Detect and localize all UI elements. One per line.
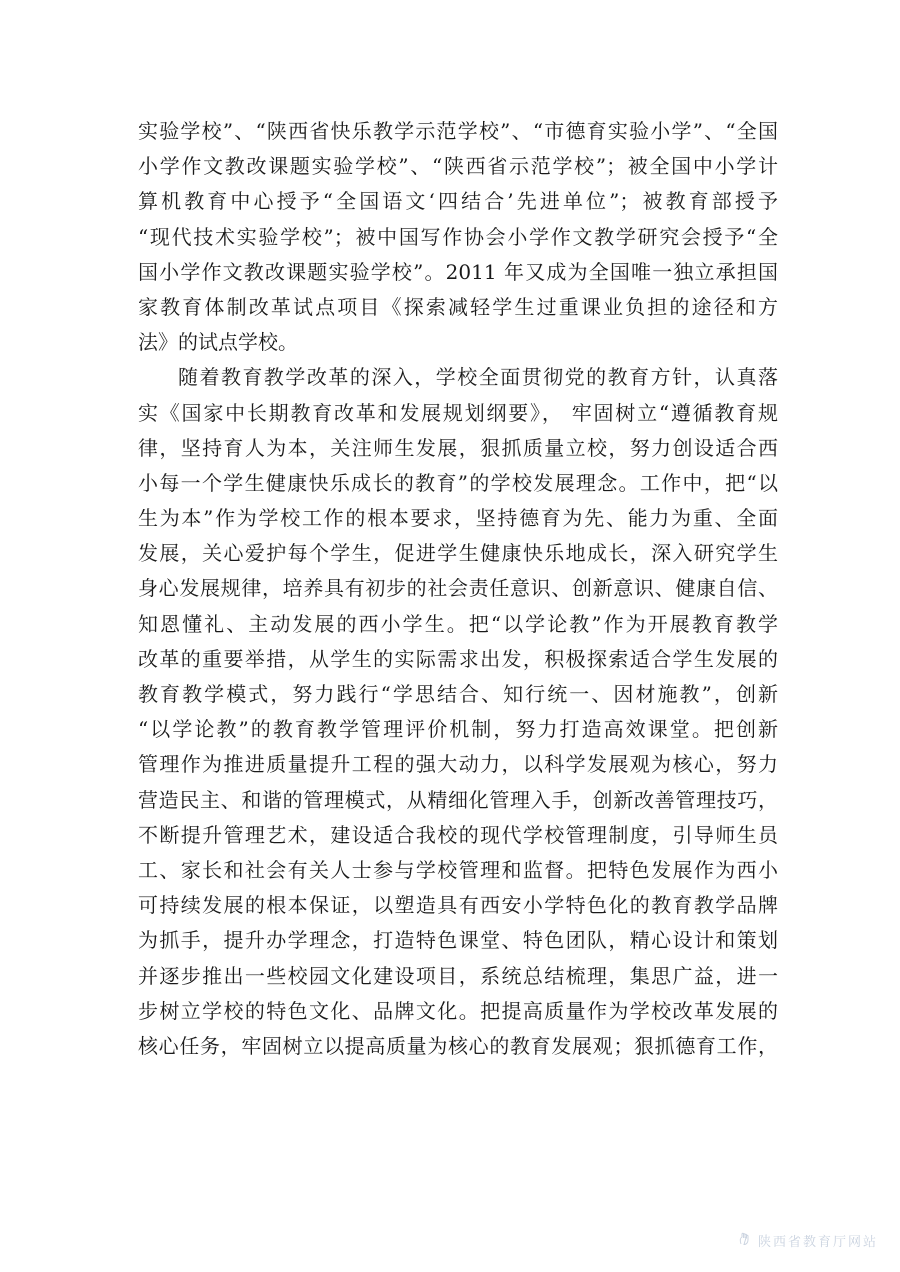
- text-line: 并逐步推出一些校园文化建设项目，系统总结梳理，集思广益，进一: [138, 963, 778, 988]
- text-line: 知恩懂礼、主动发展的西小学生。把“以学论教”作为开展教育教学: [138, 611, 778, 636]
- text-line: 算机教育中心授予“全国语文‘四结合’先进单位”；被教育部授予: [138, 189, 778, 214]
- text-line: 改革的重要举措，从学生的实际需求出发，积极探索适合学生发展的: [138, 646, 778, 671]
- text-line: 身心发展规律，培养具有初步的社会责任意识、创新意识、健康自信、: [138, 576, 778, 601]
- text-line: 发展，关心爱护每个学生，促进学生健康快乐地成长，深入研究学生: [138, 541, 778, 566]
- text-line: 营造民主、和谐的管理模式，从精细化管理入手，创新改善管理技巧，: [138, 787, 778, 812]
- text-line: 核心任务，牢固树立以提高质量为核心的教育发展观；狠抓德育工作，: [138, 1033, 778, 1058]
- hand-logo-icon: [738, 1232, 752, 1250]
- text-line: 小每一个学生健康快乐成长的教育”的学校发展理念。工作中，把“以: [138, 470, 778, 495]
- text-line: “现代技术实验学校”；被中国写作协会小学作文教学研究会授予“全: [138, 224, 778, 249]
- text-line: 小学作文教改课题实验学校”、“陕西省示范学校”；被全国中小学计: [138, 154, 778, 179]
- text-line: 实验学校”、“陕西省快乐教学示范学校”、“市德育实验小学”、“全国: [138, 119, 778, 143]
- text-line: 教育教学模式，努力践行“学思结合、知行统一、因材施教”，创新: [138, 682, 778, 706]
- text-line: “以学论教”的教育教学管理评价机制，努力打造高效课堂。把创新: [138, 717, 778, 742]
- text-line: 步树立学校的特色文化、品牌文化。把提高质量作为学校改革发展的: [138, 998, 778, 1023]
- text-line: 国小学作文教改课题实验学校”。2011 年又成为全国唯一独立承担国: [138, 259, 778, 284]
- text-line: 生为本”作为学校工作的根本要求，坚持德育为先、能力为重、全面: [138, 506, 778, 531]
- text-line: 不断提升管理艺术，建设适合我校的现代学校管理制度，引导师生员: [138, 822, 778, 847]
- text-line: 家教育体制改革试点项目《探索减轻学生过重课业负担的途径和方: [138, 294, 778, 319]
- text-line: 实《国家中长期教育改革和发展规划纲要》， 牢固树立“遵循教育规: [138, 400, 778, 425]
- text-line: 为抓手，提升办学理念，打造特色课堂、特色团队，精心设计和策划: [138, 928, 778, 953]
- text-line: 管理作为推进质量提升工程的强大动力，以科学发展观为核心，努力: [138, 752, 778, 777]
- text-line: 法》的试点学校。: [138, 330, 298, 355]
- text-line: 可持续发展的根本保证，以塑造具有西安小学特色化的教育教学品牌: [138, 893, 778, 918]
- paragraph-2: [138, 360, 778, 1064]
- paragraph-1: [138, 114, 778, 360]
- text-line: 随着教育教学改革的深入，学校全面贯彻党的教育方针，认真落: [178, 365, 778, 390]
- site-watermark: [738, 1231, 878, 1250]
- text-line: 律，坚持育人为本，关注师生发展，狠抓质量立校，努力创设适合西: [138, 435, 778, 460]
- body-text: [138, 114, 778, 1064]
- watermark-text: 陕西省教育厅网站: [757, 1235, 878, 1250]
- text-line: 工、家长和社会有关人士参与学校管理和监督。把特色发展作为西小: [138, 857, 778, 882]
